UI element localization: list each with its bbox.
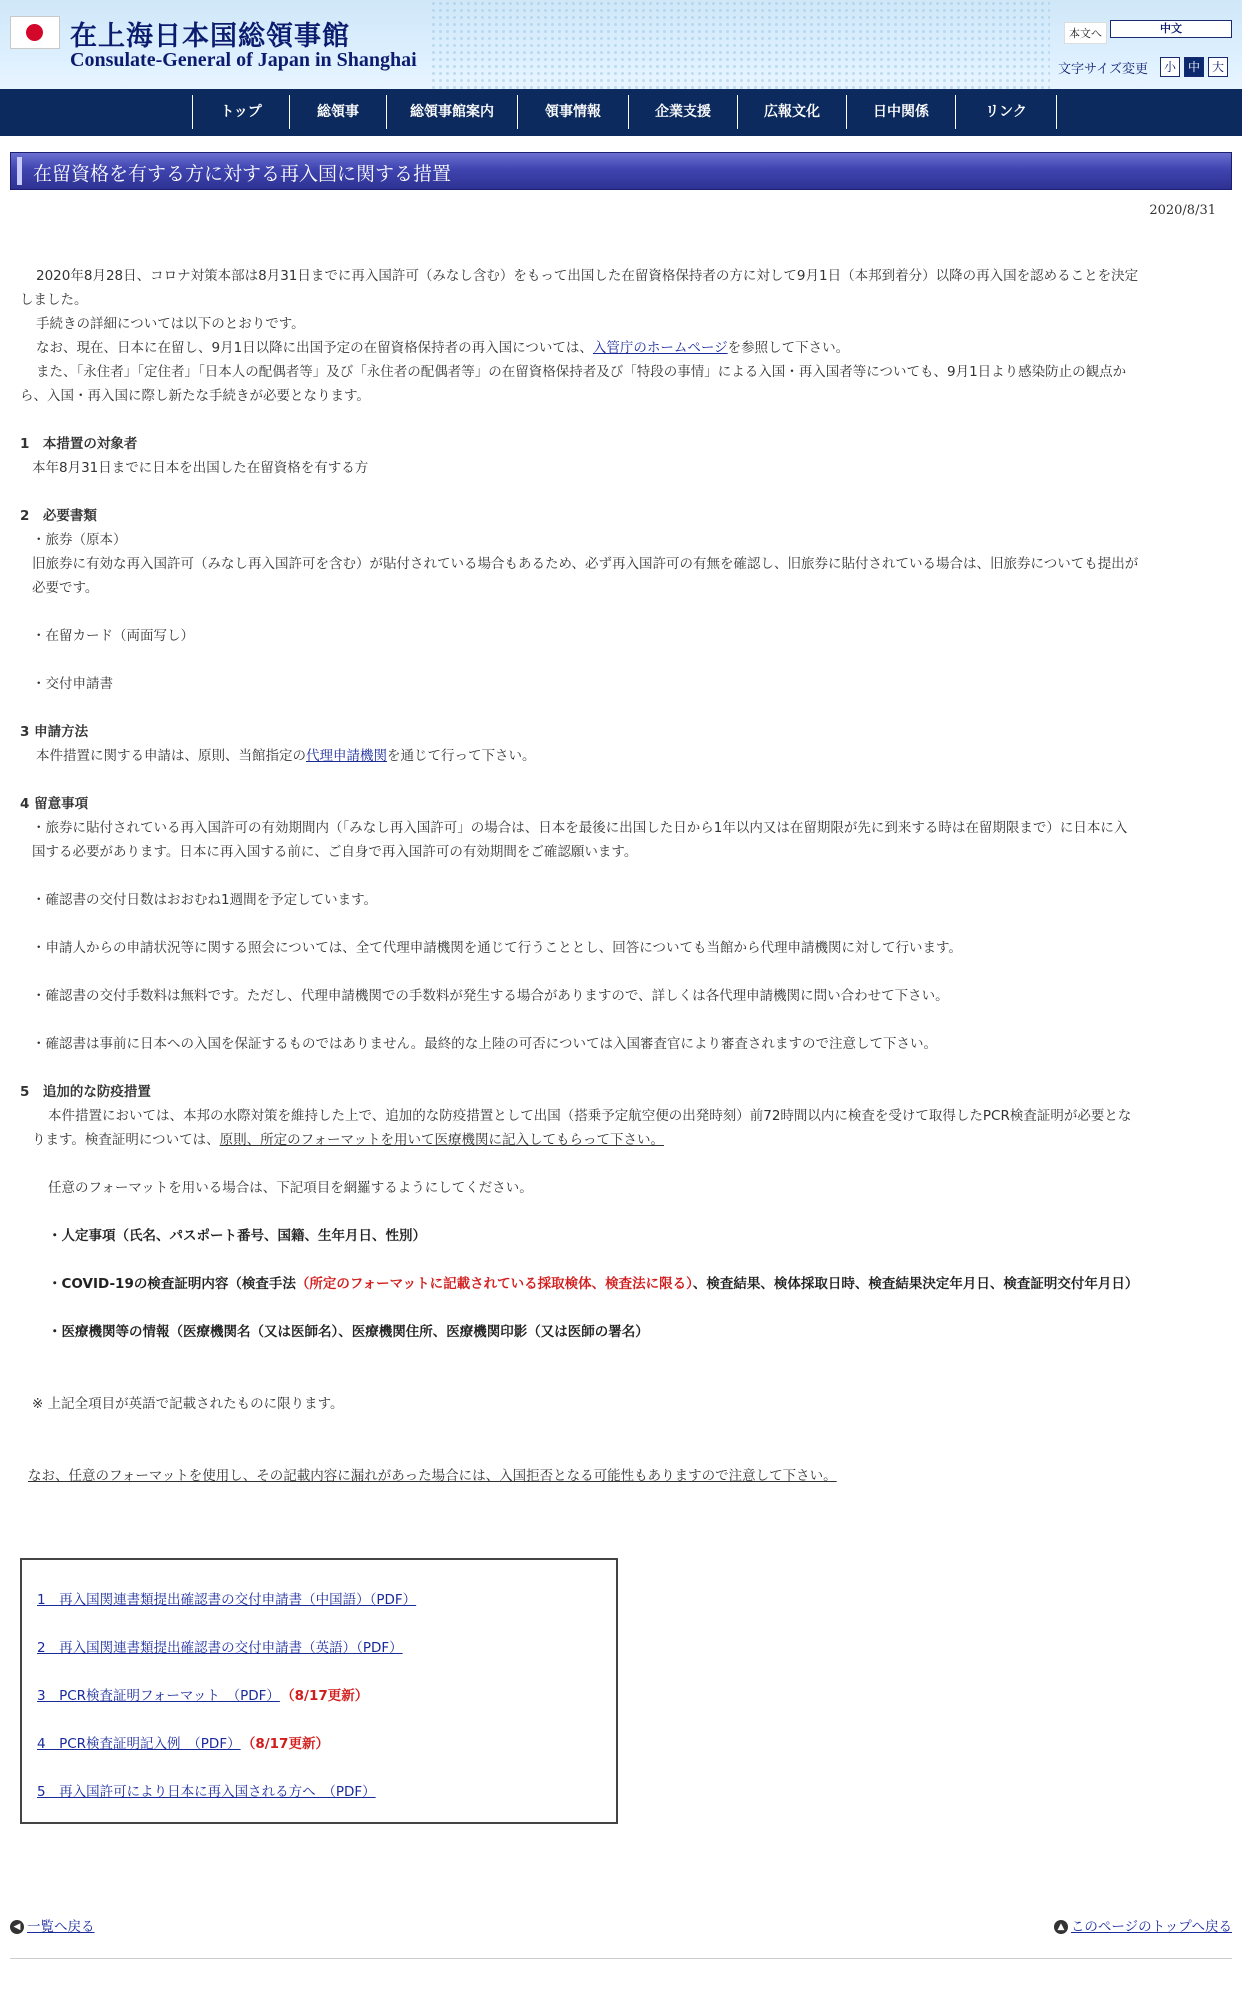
nav-item-business-support[interactable]: 企業支援 [628, 95, 737, 129]
world-map-decoration [430, 0, 1050, 89]
nav-item-culture[interactable]: 広報文化 [737, 95, 846, 129]
update-badge: （8/17更新） [248, 1736, 329, 1752]
nav-item-consul-general[interactable]: 総領事 [289, 95, 386, 129]
nav-item-top[interactable]: トップ [192, 95, 289, 129]
required-doc-application: ・交付申請書 [32, 676, 113, 692]
note-no-guarantee: ・確認書は事前に日本への入国を保証するものではありません。最終的な上陸の可否については入国審査官により審査されますので注意して下さい。 [32, 1036, 938, 1052]
required-doc-passport: ・旅券（原本） [32, 532, 127, 548]
intro-paragraph-4: また、「永住者」「定住者」「日本人の配偶者等」及び「永住者の配偶者等」の在留資格保持者及び「特段の事情」による入国・再入国者等についても、9月1日より感染防止の観点から、入国・再入国に際し新たな手続きが必要となります。 [20, 364, 1127, 404]
skip-to-content-link[interactable]: 本文へ [1064, 22, 1107, 44]
download-item [37, 1588, 416, 1608]
download-list [20, 1558, 618, 1824]
download-link-english-application[interactable]: 2 再入国関連書類提出確認書の交付申請書（英語）（PDF） [37, 1640, 403, 1656]
japan-flag-icon [10, 16, 60, 49]
fontsize-label: 文字サイズ変更 [1058, 62, 1148, 77]
fontsize-medium-button[interactable]: 中 [1184, 57, 1204, 77]
footer-divider [10, 1958, 1232, 1959]
site-title-en[interactable]: Consulate-General of Japan in Shanghai [70, 49, 417, 71]
section-3-text: 本件措置に関する申請は、原則、当館指定の代理申請機関を通じて行って下さい。 [36, 748, 536, 764]
download-item [37, 1780, 376, 1800]
title-accent [17, 157, 22, 185]
section-5-paragraph: 本件措置においては、本邦の水際対策を維持した上で、追加的な防疫措置として出国（搭乗予定航空便の出発時刻）前72時間以内に検査を受けて取得したPCR検査証明が必要となります。検査証明については、原則、所定のフォーマットを用いて医療機関に記入してもらって下さい。 [32, 1108, 1132, 1148]
page-title-bar [10, 152, 1232, 190]
immigration-homepage-link[interactable]: 入管庁のホームページ [592, 340, 728, 356]
download-link-pcr-example[interactable]: 4 PCR検査証明記入例 （PDF） [37, 1736, 241, 1752]
update-badge: （8/17更新） [287, 1688, 369, 1704]
section-5-optional-format: 任意のフォーマットを用いる場合は、下記項目を網羅するようにしてください。 [48, 1180, 533, 1196]
section-1-text: 本年8月31日までに日本を出国した在留資格を有する方 [32, 460, 369, 476]
global-nav [0, 89, 1242, 136]
intro-paragraph-3: なお、現在、日本に在留し、9月1日以降に出国予定の在留資格保持者の再入国については、入管庁のホームページを参照して下さい。 [36, 340, 850, 356]
fontsize-small-button[interactable]: 小 [1160, 57, 1180, 77]
intro-paragraph-2: 手続きの詳細については以下のとおりです。 [36, 316, 305, 332]
download-link-reentry-guide[interactable]: 5 再入国許可により日本に再入国される方へ （PDF） [37, 1784, 376, 1800]
required-item-personal: ・人定事項（氏名、パスポート番号、国籍、生年月日、性別） [48, 1228, 426, 1244]
section-3-heading: 3 申請方法 [20, 724, 89, 740]
agency-link[interactable]: 代理申請機関 [306, 748, 387, 764]
download-link-chinese-application[interactable]: 1 再入国関連書類提出確認書の交付申請書（中国語）（PDF） [37, 1592, 417, 1608]
rejection-warning: なお、任意のフォーマットを使用し、その記載内容に漏れがあった場合には、入国拒否となる可能性もありますので注意して下さい。 [28, 1468, 837, 1484]
main-content [20, 264, 1140, 1488]
required-item-medical: ・医療機関等の情報（医療機関名（又は医師名）、医療機関住所、医療機関印影（又は医師の署名） [48, 1324, 649, 1340]
section-4-heading: 4 留意事項 [20, 796, 89, 812]
up-arrow-icon: ▲ [1054, 1920, 1068, 1934]
nav-item-links[interactable]: リンク [955, 95, 1057, 129]
nav-item-consular-info[interactable]: 領事情報 [517, 95, 628, 129]
download-item [37, 1684, 368, 1704]
site-title-ja[interactable]: 在上海日本国総領事館 [70, 21, 350, 52]
english-only-note: ※ 上記全項目が英語で記載されたものに限ります。 [32, 1396, 344, 1412]
passport-note: 旧旅券に有効な再入国許可（みなし再入国許可を含む）が貼付されている場合もあるため、必ず再入国許可の有無を確認し、旧旅券に貼付されている場合は、旧旅券についても提出が必要です。 [32, 556, 1139, 596]
page-title: 在留資格を有する方に対する再入国に関する措置 [33, 163, 452, 185]
language-chinese-link[interactable]: 中文 [1110, 20, 1232, 38]
section-2-heading: 2 必要書類 [20, 508, 97, 524]
note-validity: ・旅券に貼付されている再入国許可の有効期間内（「みなし再入国許可」の場合は、日本を最後に出国した日から1年以内又は在留期限が先に到来する時は在留期限まで）に日本に入国する必要があります。日本に再入国する前に、ご自身で再入国許可の有効期間をご確認願います。 [32, 820, 1128, 860]
back-to-list-link[interactable]: 一覧へ戻る [27, 1919, 95, 1935]
download-link-pcr-format[interactable]: 3 PCR検査証明フォーマット （PDF） [37, 1688, 280, 1704]
section-1-heading: 1 本措置の対象者 [20, 436, 138, 452]
required-doc-residence-card: ・在留カード（両面写し） [32, 628, 194, 644]
section-5-heading: 5 追加的な防疫措置 [20, 1084, 151, 1100]
fontsize-large-button[interactable]: 大 [1208, 57, 1228, 77]
site-header [0, 0, 1242, 89]
back-to-top[interactable] [1054, 1915, 1232, 1935]
intro-paragraph: 2020年8月28日、コロナ対策本部は8月31日までに再入国許可（みなし含む）をもって出国した在留資格保持者の方に対して9月1日（本邦到着分）以降の再入国を認めることを決定しました。 [20, 268, 1139, 308]
back-to-top-link[interactable]: このページのトップへ戻る [1070, 1919, 1232, 1935]
download-item [37, 1732, 329, 1752]
back-arrow-icon: ◀ [10, 1920, 24, 1934]
publish-date: 2020/8/31 [1149, 203, 1216, 218]
note-fees: ・確認書の交付手数料は無料です。ただし、代理申請機関での手数料が発生する場合がありますので、詳しくは各代理申請機関に問い合わせて下さい。 [32, 988, 949, 1004]
download-item [37, 1636, 403, 1656]
note-processing-days: ・確認書の交付日数はおおむね1週間を予定しています。 [32, 892, 378, 908]
nav-item-consulate-info[interactable]: 総領事館案内 [386, 95, 517, 129]
back-to-list[interactable] [10, 1915, 95, 1935]
nav-item-japan-china[interactable]: 日中関係 [846, 95, 955, 129]
note-inquiries: ・申請人からの申請状況等に関する照会については、全て代理申請機関を通じて行うこととし、回答についても当館から代理申請機関に対して行います。 [32, 940, 962, 956]
required-item-covid: ・COVID-19の検査証明内容（検査手法（所定のフォーマットに記載されている採取検体、検査法に限る）、検査結果、検体採取日時、検査結果決定年月日、検査証明交付年月日） [48, 1276, 1139, 1292]
